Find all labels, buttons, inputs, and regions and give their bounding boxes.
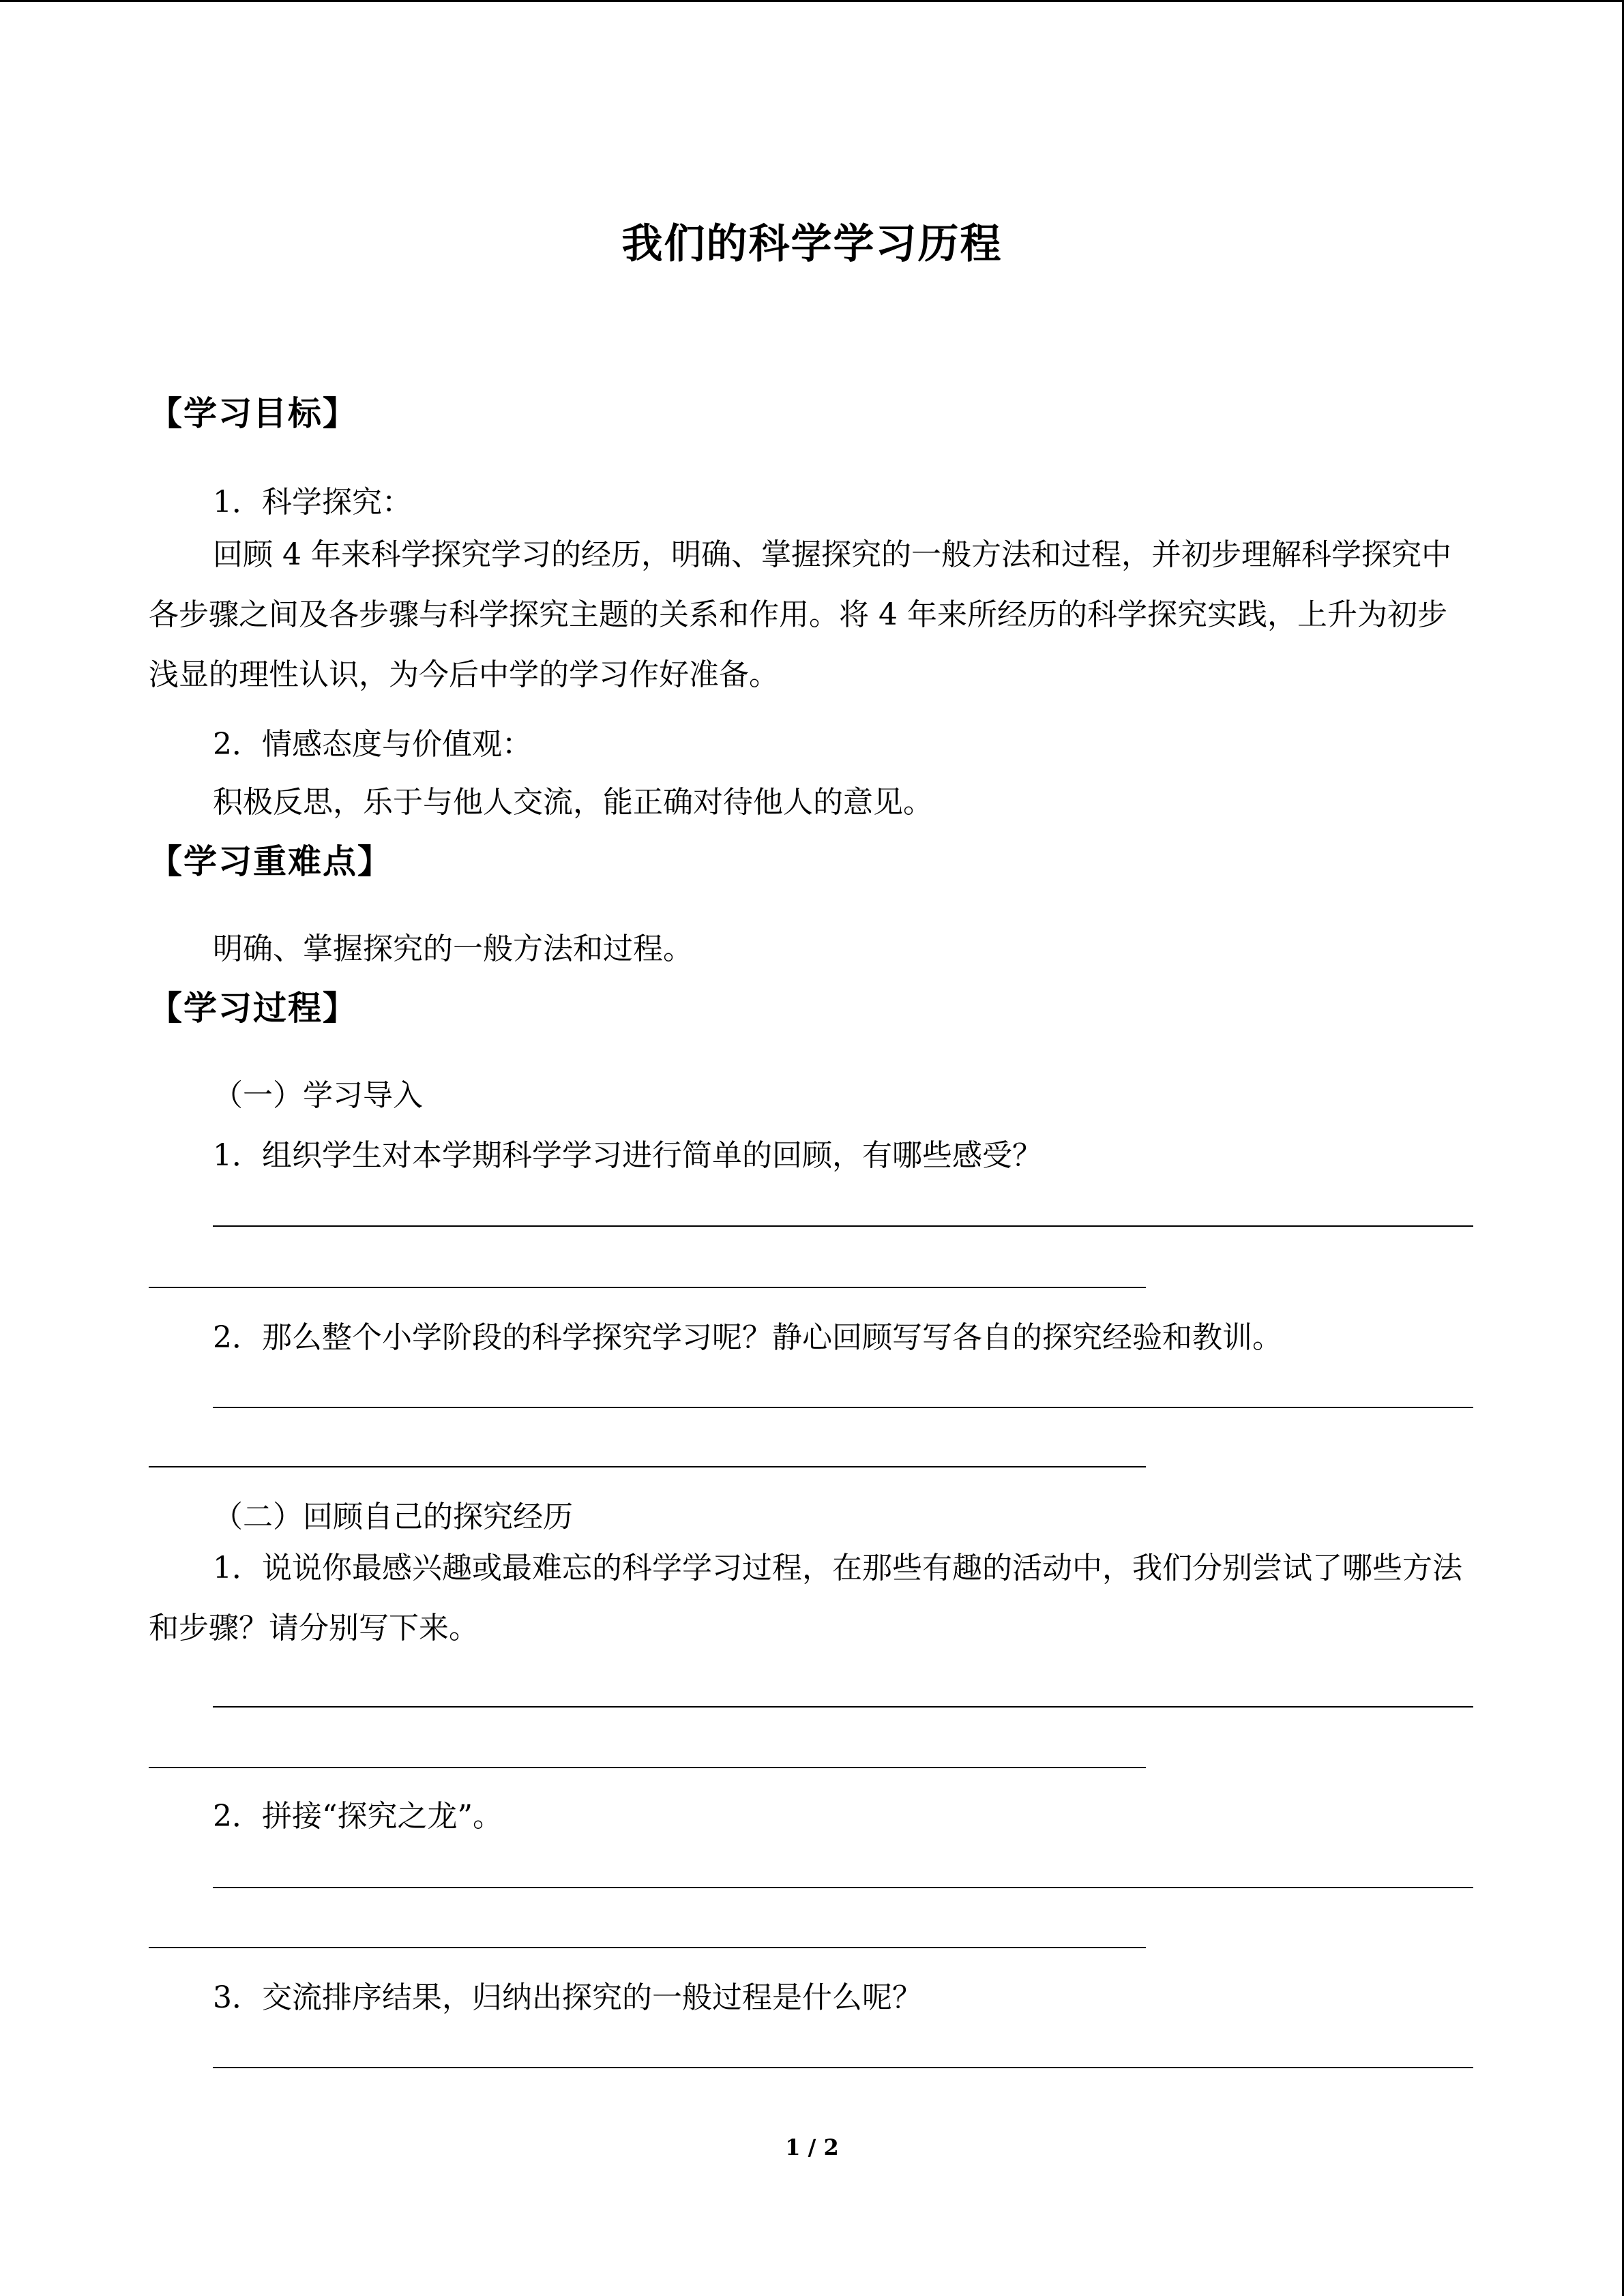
answer-line[interactable] [149, 1466, 1146, 1467]
part-1-title: （一）学习导入 [213, 1078, 423, 1113]
answer-line[interactable] [213, 1706, 1473, 1708]
page-number: 1 / 2 [785, 2134, 839, 2160]
goal-2-title: 2．情感态度与价值观： [213, 727, 532, 762]
page-border-top [0, 0, 1624, 2]
answer-line[interactable] [213, 1225, 1473, 1227]
heading-key-points: 【学习重难点】 [149, 841, 393, 881]
goal-2-text: 积极反思，乐于与他人交流，能正确对待他人的意见。 [213, 785, 933, 820]
part-2-question-2: 2．拼接“探究之龙”。 [213, 1799, 503, 1834]
part-2-question-3: 3．交流排序结果，归纳出探究的一般过程是什么呢？ [213, 1980, 922, 2015]
part-2-title: （二）回顾自己的探究经历 [213, 1500, 573, 1534]
goal-1-title: 1．科学探究： [213, 485, 412, 520]
part-2-question-1: 1．说说你最感兴趣或最难忘的科学学习过程，在那些有趣的活动中，我们分别尝试了哪些方法和步骤？请分别写下来。 [149, 1551, 1462, 1645]
page-title: 我们的科学学习历程 [621, 220, 1003, 268]
heading-learning-goals: 【学习目标】 [149, 393, 358, 433]
answer-line[interactable] [149, 1947, 1146, 1948]
answer-line[interactable] [213, 2067, 1473, 2068]
answer-line[interactable] [213, 1887, 1473, 1888]
answer-line[interactable] [149, 1287, 1146, 1288]
answer-line[interactable] [213, 1407, 1473, 1408]
part-1-question-1: 1．组织学生对本学期科学学习进行简单的回顾，有哪些感受？ [213, 1138, 1042, 1173]
goal-1-text: 回顾 4 年来科学探究学习的经历，明确、掌握探究的一般方法和过程，并初步理解科学探究中各步骤之间及各步骤与科学探究主题的关系和作用。将 4 年来所经历的科学探究实践，上升为初步浅显的理性认识，为今后中学的学习作好准备。 [149, 537, 1451, 692]
part-1-question-2: 2．那么整个小学阶段的科学探究学习呢？静心回顾写写各自的探究经验和教训。 [213, 1320, 1282, 1355]
heading-learning-process: 【学习过程】 [149, 988, 358, 1028]
key-points-text: 明确、掌握探究的一般方法和过程。 [213, 931, 693, 966]
answer-line[interactable] [149, 1767, 1146, 1768]
